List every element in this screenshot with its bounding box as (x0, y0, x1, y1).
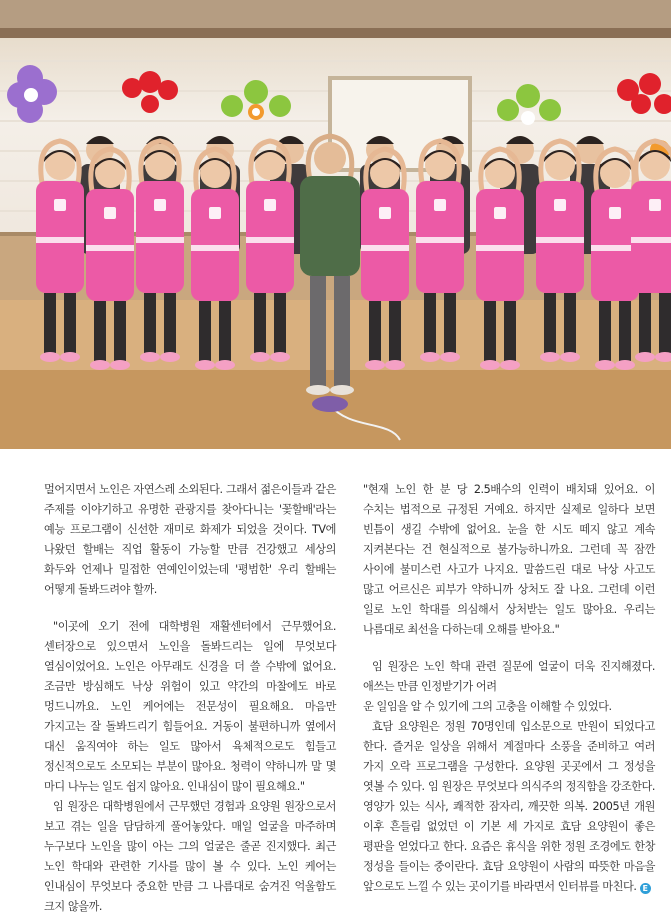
left-column (44, 480, 336, 917)
group-photo-illustration (0, 0, 671, 449)
paragraph: 임 원장은 노인 학대 관련 질문에 얼굴이 더욱 진지해졌다. 애쓰는 만큼 인정받기가 어려 (363, 660, 655, 693)
group-photo (0, 0, 671, 449)
balloon-cluster-center (221, 80, 291, 120)
paragraph: 멀어지면서 노인은 자연스레 소외된다. 그래서 젊은이들과 같은 주제를 이야기하고 유명한 관광지를 찾아다니는 '꽃할배'라는 예능 프로그램이 신선한 재미로 화제가 되었을 것이다. TV에 나왔던 할배는 직업 활동이 가능할 만큼 건강했고 세상의 화두와 언제나 밀접한 연예인이었는데 '평범한' 우리 할배는 어떻게 돌봐드려야 할까. (44, 483, 336, 596)
paragraph (363, 717, 655, 897)
paragraph-text: 효담 요양원은 정원 70명인데 입소문으로 만원이 되었다고 한다. 즐거운 일상을 위해서 계절마다 소풍을 준비하고 여러 가지 오락 프로그램을 구성한다. 요양원 곳곳에서 그 정성을 엿볼 수 있다. 임 원장은 무엇보다 의식주의 정직함을 강조한다. 영양가 있는 식사, 쾌적한 잠자리, 깨끗한 의복. 2005년 개원 이후 흔들림 없었던 이 기본 세 가지로 효담 요양원이 좋은 평판을 얻었다고 한다. 요즘은 휴식을 위한 정원 조경에도 한창 정성을 들이는 중이란다. 효담 요양원이 사람의 따뜻한 마음을 앞으로도 느낄 수 있는 곳이기를 바라면서 인터뷰를 마친다. (363, 720, 655, 893)
paragraph: 운 일임을 알 수 있기에 그의 고충을 이해할 수 있었다. (363, 700, 612, 713)
paragraph: "현재 노인 한 분 당 2.5배수의 인력이 배치돼 있어요. 이 수치는 법적으로 규정된 거예요. 하지만 실제로 일하다 보면 빈틈이 생길 수밖에 없어요. 눈을 한 시도 떼지 않고 계속 지켜본다는 건 현실적으로 불가능하니까요. 그런데 꼭 잠깐 사이에 불미스런 사고가 나지요. 말씀드린 대로 낙상 사고도 많고 어르신은 피부가 약하니까 상처도 잘 나요. 그런데 이런 일로 노인 학대를 의심해서 상처받는 일도 많아요. 우리는 나름대로 최선을 다하는데 오해를 받아요." (363, 483, 655, 636)
paragraph: "이곳에 오기 전에 대학병원 재활센터에서 근무했어요. 센터장으로 있으면서 노인을 돌봐드리는 일에 무엇보다 열심이었어요. 노인은 아무래도 신경을 더 쓸 수밖에 없어요. 조금만 방심해도 낙상 위험이 있고 약간의 마찰에도 바로 멍드니까요. 노인 케어에는 전문성이 필요해요. 마음만 가지고는 잘 돌봐드리기 힘들어요. 거동이 불편하니까 옆에서 대신 움직여야 하는 일도 많아서 육체적으로도 힘들고 정신적으로도 소모되는 부분이 많아요. 청력이 약하니까 말 몇 마디 나누는 일도 쉽지 않아요. 인내심이 많이 필요해요." (44, 620, 336, 793)
paragraph: 임 원장은 대학병원에서 근무했던 경험과 요양원 원장으로서 보고 겪는 일을 담담하게 풀어놓았다. 매일 얼굴을 마주하며 누구보다 노인을 많이 아는 그의 얼굴은 줄곧 진지했다. 최근 노인 학대와 관련한 기사를 많이 볼 수 있다. 노인 케어는 인내심이 무엇보다 중요한 만큼 그 나름대로 숨겨진 억울함도 크지 않을까. (44, 800, 336, 913)
article-body (0, 449, 671, 913)
right-column (363, 480, 655, 897)
balloon-cluster-left (7, 65, 178, 123)
end-mark-icon: E (640, 883, 651, 894)
